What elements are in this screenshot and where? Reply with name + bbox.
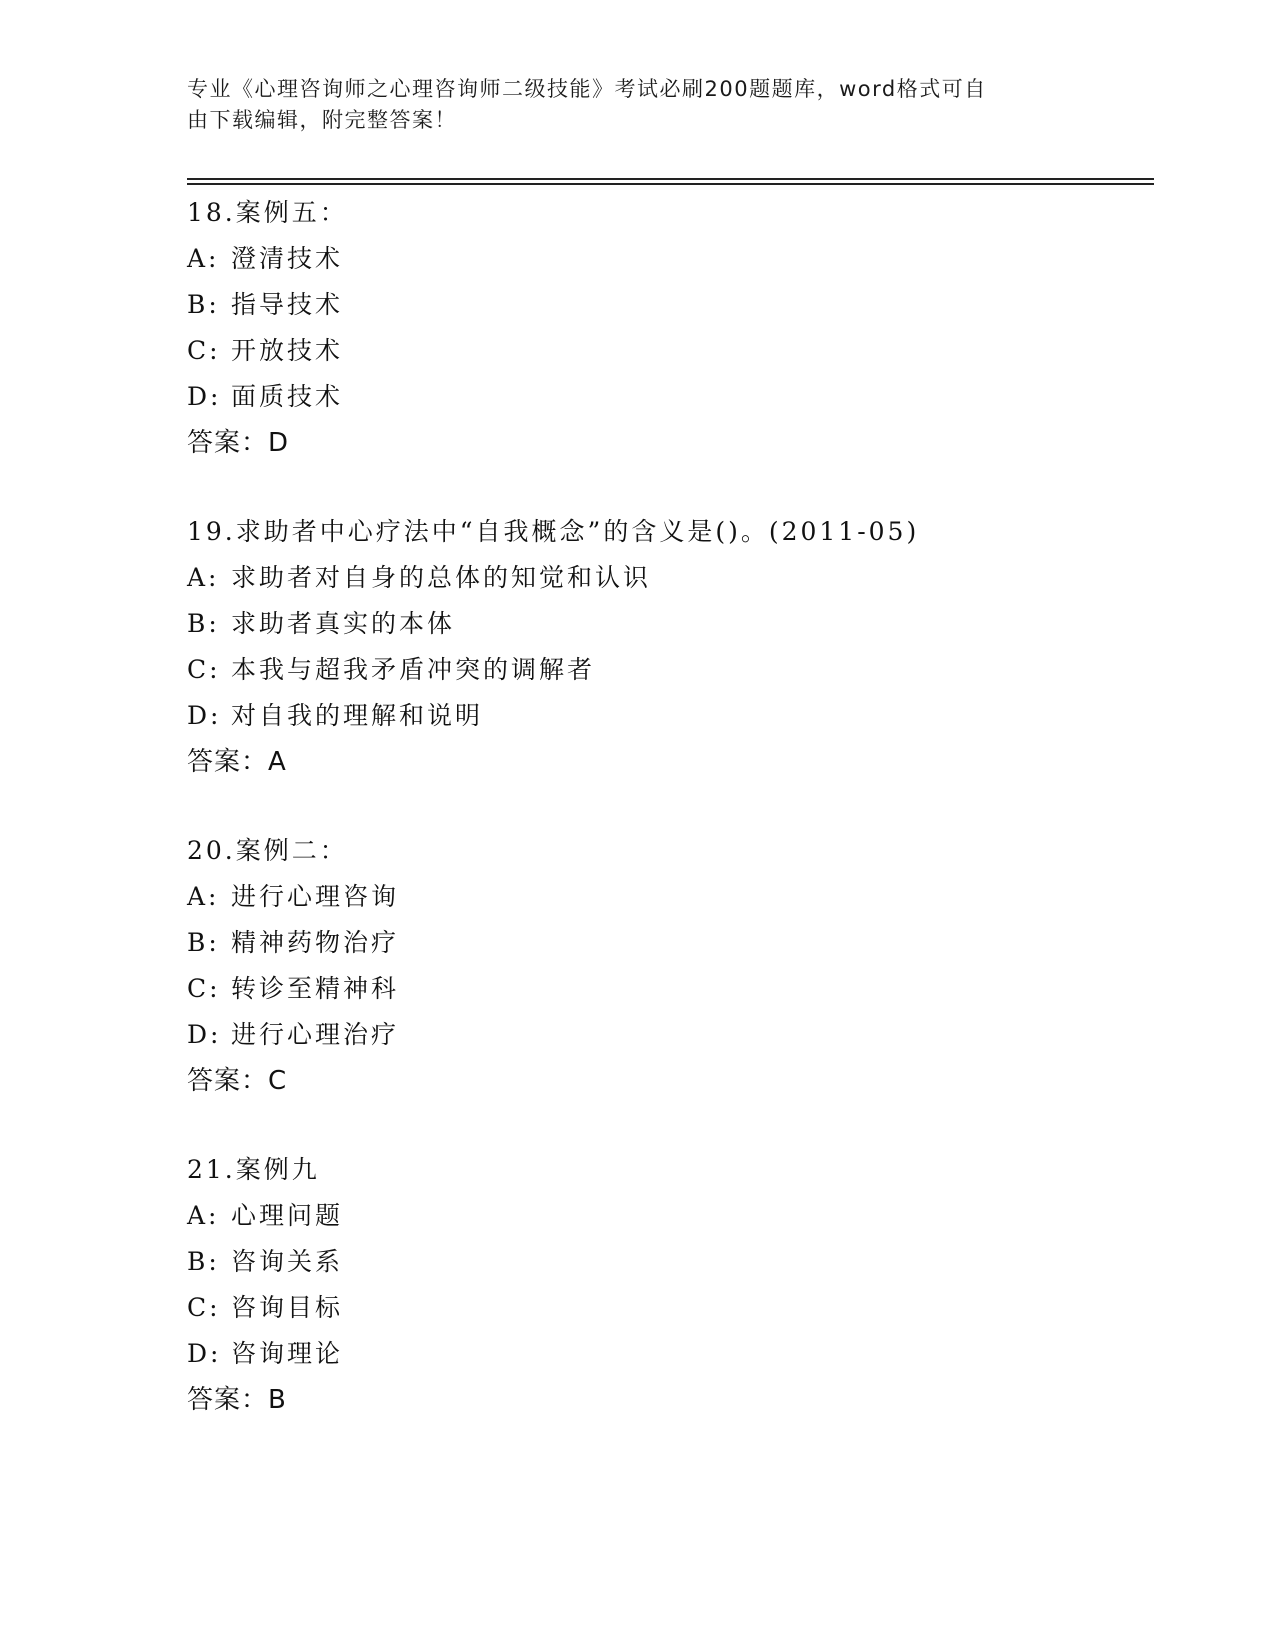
option-text: 求助者真实的本体 xyxy=(231,609,456,638)
question-list xyxy=(187,190,1147,1466)
answer-line: 答案：D xyxy=(187,428,290,458)
option-text: 开放技术 xyxy=(231,336,344,365)
question-18 xyxy=(187,190,1147,466)
option-letter: C: xyxy=(187,336,221,365)
option-text: 对自我的理解和说明 xyxy=(231,701,484,730)
option-letter: D: xyxy=(187,701,222,730)
answer-line: 答案：A xyxy=(187,747,287,777)
option-b xyxy=(187,1239,1147,1285)
option-text: 转诊至精神科 xyxy=(231,974,400,1003)
option-letter: C: xyxy=(187,1293,221,1322)
option-text: 精神药物治疗 xyxy=(231,928,400,957)
option-text: 面质技术 xyxy=(231,382,344,411)
option-letter: A: xyxy=(187,1201,220,1230)
option-a xyxy=(187,236,1147,282)
option-d xyxy=(187,693,1147,739)
option-letter: C: xyxy=(187,655,221,684)
option-b xyxy=(187,601,1147,647)
option-a xyxy=(187,1193,1147,1239)
option-a xyxy=(187,555,1147,601)
option-letter: D: xyxy=(187,1339,222,1368)
option-d xyxy=(187,1331,1147,1377)
option-letter: A: xyxy=(187,244,220,273)
option-text: 咨询关系 xyxy=(231,1247,344,1276)
option-text: 进行心理咨询 xyxy=(231,882,400,911)
option-a xyxy=(187,874,1147,920)
question-20 xyxy=(187,828,1147,1104)
header-rule-bottom xyxy=(187,183,1154,185)
option-text: 本我与超我矛盾冲突的调解者 xyxy=(231,655,596,684)
answer-line: 答案：B xyxy=(187,1385,287,1415)
option-text: 指导技术 xyxy=(231,290,344,319)
page-header: 专业《心理咨询师之心理咨询师二级技能》考试必刷200题题库，word格式可自 由下载编辑，附完整答案！ xyxy=(187,77,987,132)
option-c xyxy=(187,966,1147,1012)
option-letter: B: xyxy=(187,290,220,319)
answer-line: 答案：C xyxy=(187,1066,288,1096)
option-letter: D: xyxy=(187,382,222,411)
question-stem: 20.案例二： xyxy=(187,836,348,865)
option-letter: B: xyxy=(187,928,220,957)
option-c xyxy=(187,328,1147,374)
question-stem: 21.案例九 xyxy=(187,1155,320,1184)
option-letter: B: xyxy=(187,609,220,638)
option-text: 求助者对自身的总体的知觉和认识 xyxy=(231,563,652,592)
option-letter: B: xyxy=(187,1247,220,1276)
option-letter: A: xyxy=(187,563,220,592)
option-c xyxy=(187,1285,1147,1331)
question-21 xyxy=(187,1147,1147,1423)
option-b xyxy=(187,920,1147,966)
option-letter: A: xyxy=(187,882,220,911)
option-text: 心理问题 xyxy=(231,1201,344,1230)
header-rule-top xyxy=(187,178,1154,180)
option-d xyxy=(187,1012,1147,1058)
option-text: 咨询目标 xyxy=(231,1293,344,1322)
option-letter: D: xyxy=(187,1020,222,1049)
question-stem: 19.求助者中心疗法中“自我概念”的含义是()。(2011-05) xyxy=(187,517,920,546)
option-c xyxy=(187,647,1147,693)
option-text: 进行心理治疗 xyxy=(231,1020,400,1049)
option-d xyxy=(187,374,1147,420)
option-text: 澄清技术 xyxy=(231,244,344,273)
option-text: 咨询理论 xyxy=(231,1339,344,1368)
option-letter: C: xyxy=(187,974,221,1003)
question-stem: 18.案例五： xyxy=(187,198,348,227)
question-19 xyxy=(187,509,1147,785)
option-b xyxy=(187,282,1147,328)
